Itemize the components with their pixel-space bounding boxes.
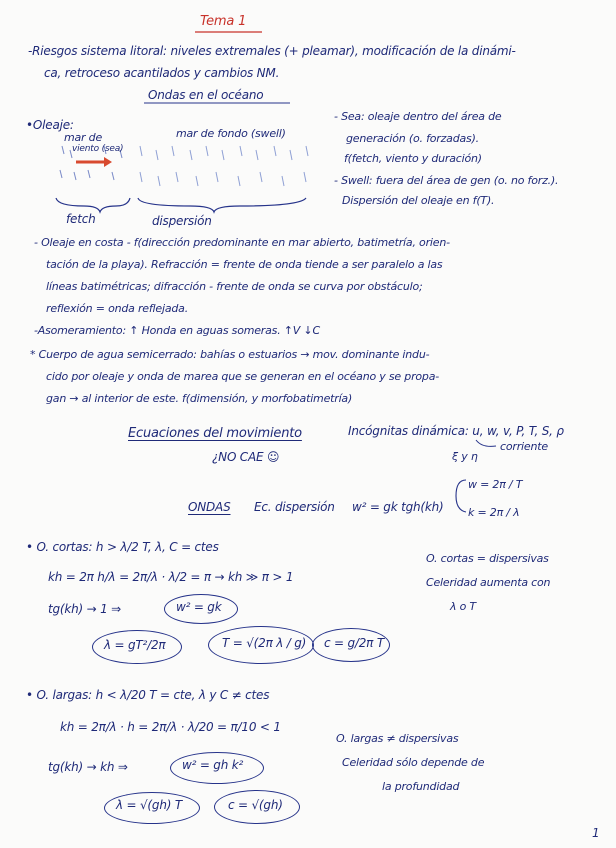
corriente-arrow xyxy=(476,440,496,446)
costa-line-1: - Oleaje en costa - f(dirección predominante en mar abierto, batimetría, orien- xyxy=(34,236,450,249)
asomeramiento-line: -Asomeramiento: ↑ Honda en aguas someras. ↑V ↓C xyxy=(34,324,320,337)
page-number: 1 xyxy=(592,826,600,840)
oleaje-label: •Oleaje: xyxy=(26,118,74,132)
section-heading-ondas: Ondas en el océano xyxy=(148,88,264,102)
mar-de-fondo-label: mar de fondo (swell) xyxy=(176,127,286,140)
cuerpo-line-3: gan → al interior de este. f(dimensión, y morfobatimetría) xyxy=(46,392,353,405)
swell-line-1: - Swell: fuera del área de gen (o. no forz.). xyxy=(334,174,559,187)
dispersion-brace xyxy=(138,198,306,212)
corriente-label: corriente xyxy=(500,440,548,453)
ondas-heading: ONDAS xyxy=(188,500,231,514)
largas-note-1: O. largas ≠ dispersivas xyxy=(336,732,459,745)
mar-de-label: mar de xyxy=(64,131,103,144)
cortas-tg-line: tg(kh) → 1 ⇒ xyxy=(48,602,122,616)
ec-dispersion-label: Ec. dispersión xyxy=(254,500,335,514)
sea-line-2: generación (o. forzadas). xyxy=(346,132,479,145)
incognitas-line: Incógnitas dinámica: u, w, v, P, T, S, ρ xyxy=(348,424,564,438)
ec-dispersion-formula: w² = gk tgh(kh) xyxy=(352,500,444,514)
omega-definition: w = 2π / T xyxy=(468,478,523,491)
dispersion-label: dispersión xyxy=(152,214,212,228)
cortas-formula-4: c = g/2π T xyxy=(324,636,384,650)
cortas-note-1: O. cortas = dispersivas xyxy=(426,552,549,565)
cuerpo-line-1: * Cuerpo de agua semicerrado: bahías o estuarios → mov. dominante indu- xyxy=(30,348,430,361)
sea-line-1: - Sea: oleaje dentro del área de xyxy=(334,110,502,123)
cortas-formula-2: λ = gT²/2π xyxy=(104,638,166,652)
largas-note-3: la profundidad xyxy=(382,780,460,793)
cortas-note-2: Celeridad aumenta con xyxy=(426,576,551,589)
swell-line-2: Dispersión del oleaje en f(T). xyxy=(342,194,495,207)
costa-line-3: líneas batimétricas; difracción - frente de onda se curva por obstáculo; xyxy=(46,280,423,293)
cortas-formula-3: T = √(2π λ / g) xyxy=(222,636,307,650)
cortas-title: • O. cortas: h > λ/2 T, λ, C = ctes xyxy=(26,540,219,554)
largas-formula-1: w² = gh k² xyxy=(182,758,244,772)
fetch-brace xyxy=(56,198,130,212)
fetch-label: fetch xyxy=(66,212,96,226)
k-definition: k = 2π / λ xyxy=(468,506,520,519)
sea-line-3: f(fetch, viento y duración) xyxy=(344,152,482,165)
largas-note-2: Celeridad sólo depende de xyxy=(342,756,485,769)
cortas-note-3: λ o T xyxy=(450,600,476,613)
risks-line-2: ca, retroceso acantilados y cambios NM. xyxy=(44,66,280,80)
cortas-formula-1: w² = gk xyxy=(176,600,222,614)
ecuaciones-heading: Ecuaciones del movimiento xyxy=(128,426,302,441)
costa-line-2: tación de la playa). Refracción = frente de onda tiende a ser paralelo a las xyxy=(46,258,443,271)
costa-line-4: reflexión = onda reflejada. xyxy=(46,302,188,315)
viento-label: viento (sea) xyxy=(72,144,124,154)
largas-kh-line: kh = 2π/λ · h = 2π/λ · λ/20 = π/10 < 1 xyxy=(60,720,281,734)
largas-formula-2: λ = √(gh) T xyxy=(116,798,182,812)
largas-tg-line: tg(kh) → kh ⇒ xyxy=(48,760,128,774)
wind-arrowhead xyxy=(104,157,112,167)
risks-line-1: -Riesgos sistema litoral: niveles extremales (+ pleamar), modificación de la dinámi- xyxy=(28,44,516,58)
cortas-kh-line: kh = 2π h/λ = 2π/λ · λ/2 = π → kh ≫ π > 1 xyxy=(48,570,294,584)
wk-brace xyxy=(456,480,466,512)
cuerpo-line-2: cido por oleaje y onda de marea que se generan en el océano y se propa- xyxy=(46,370,440,383)
swell-wave-marks xyxy=(140,146,308,186)
largas-title: • O. largas: h < λ/20 T = cte, λ y C ≠ ctes xyxy=(26,688,270,702)
largas-formula-3: c = √(gh) xyxy=(228,798,283,812)
page-title: Tema 1 xyxy=(200,14,247,29)
no-cae-label: ¿NO CAE ☺ xyxy=(212,450,280,464)
xi-eta-label: ξ y η xyxy=(452,450,478,463)
